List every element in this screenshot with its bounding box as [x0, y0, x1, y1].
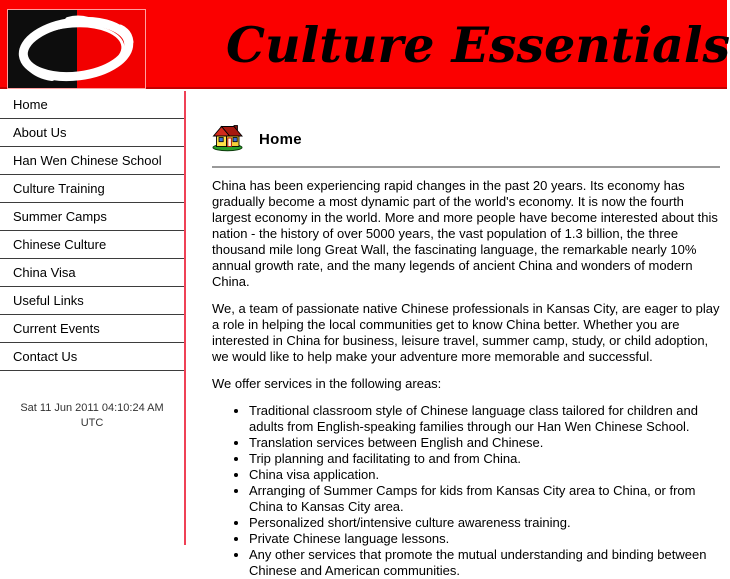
sidebar-nav	[0, 91, 186, 545]
list-item-summer-camps: • Arranging of Summer Camps for kids from Kansas City area to China, or from China to Kansas City area.	[249, 483, 720, 515]
sidebar-item-useful-links[interactable]: Useful Links	[0, 287, 184, 315]
page-title: Home	[259, 130, 302, 148]
list-item-language-class: • Traditional classroom style of Chinese language class tailored for children and adults from English-speaking families through our Han Wen Chinese School.	[249, 403, 720, 435]
intro-paragraph: China has been experiencing rapid changes in the past 20 years. Its economy has gradually become a most dynamic part of the world's economy. It is now the fourth largest economy in the world. More and more people have become interested about this nation - the history of over 5000 years, the vast population of 1.3 billion, the three thousand mile long Great Wall, the fascinating language, the remarkable nearly 10% annual growth rate, and the many legends of ancient China and wonders of modern China.	[212, 178, 718, 289]
list-item-other-services: • Any other services that promote the mutual understanding and binding between Chinese and American communities.	[249, 547, 720, 579]
sidebar-item-han-wen-chinese-school[interactable]: Han Wen Chinese School	[0, 147, 184, 175]
clock-datetime: Sat 11 Jun 2011 04:10:24 AM	[20, 402, 164, 414]
list-item-private-lessons: • Private Chinese language lessons.	[249, 531, 720, 547]
sidebar-item-home[interactable]: Home	[0, 91, 184, 119]
services-list	[212, 403, 720, 579]
ring-logo-icon	[8, 75, 145, 92]
sidebar-item-culture-training[interactable]: Culture Training	[0, 175, 184, 203]
list-item-culture-training: • Personalized short/intensive culture awareness training.	[249, 515, 720, 531]
sidebar-item-current-events[interactable]: Current Events	[0, 315, 184, 343]
page-heading	[212, 126, 720, 153]
main-content	[212, 126, 720, 578]
list-item-trip-planning: • Trip planning and facilitating to and from China.	[249, 451, 720, 467]
team-paragraph: We, a team of passionate native Chinese professionals in Kansas City, are eager to play a role in helping the local communities get to know China better. Whether you are interested in China for business, leisure travel, summer camp, study, or child adoption, we would like to help make your adventure more memorable and successful.	[212, 301, 720, 364]
site-title: Culture Essentials	[226, 15, 730, 74]
sidebar-item-about-us[interactable]: About Us	[0, 119, 184, 147]
sidebar-item-china-visa[interactable]: China Visa	[0, 259, 184, 287]
clock-timezone: UTC	[80, 417, 104, 429]
site-header	[0, 0, 730, 89]
services-intro: We offer services in the following areas:	[212, 376, 442, 391]
sidebar-item-chinese-culture[interactable]: Chinese Culture	[0, 231, 184, 259]
sidebar-item-contact-us[interactable]: Contact Us	[0, 343, 184, 371]
list-item-translation: • Translation services between English and Chinese.	[249, 435, 720, 451]
list-item-visa-application: • China visa application.	[249, 467, 720, 483]
heading-divider	[212, 166, 720, 168]
sidebar-item-summer-camps[interactable]: Summer Camps	[0, 203, 184, 231]
home-icon	[212, 124, 243, 155]
site-logo[interactable]	[8, 10, 145, 88]
clock	[0, 401, 184, 431]
